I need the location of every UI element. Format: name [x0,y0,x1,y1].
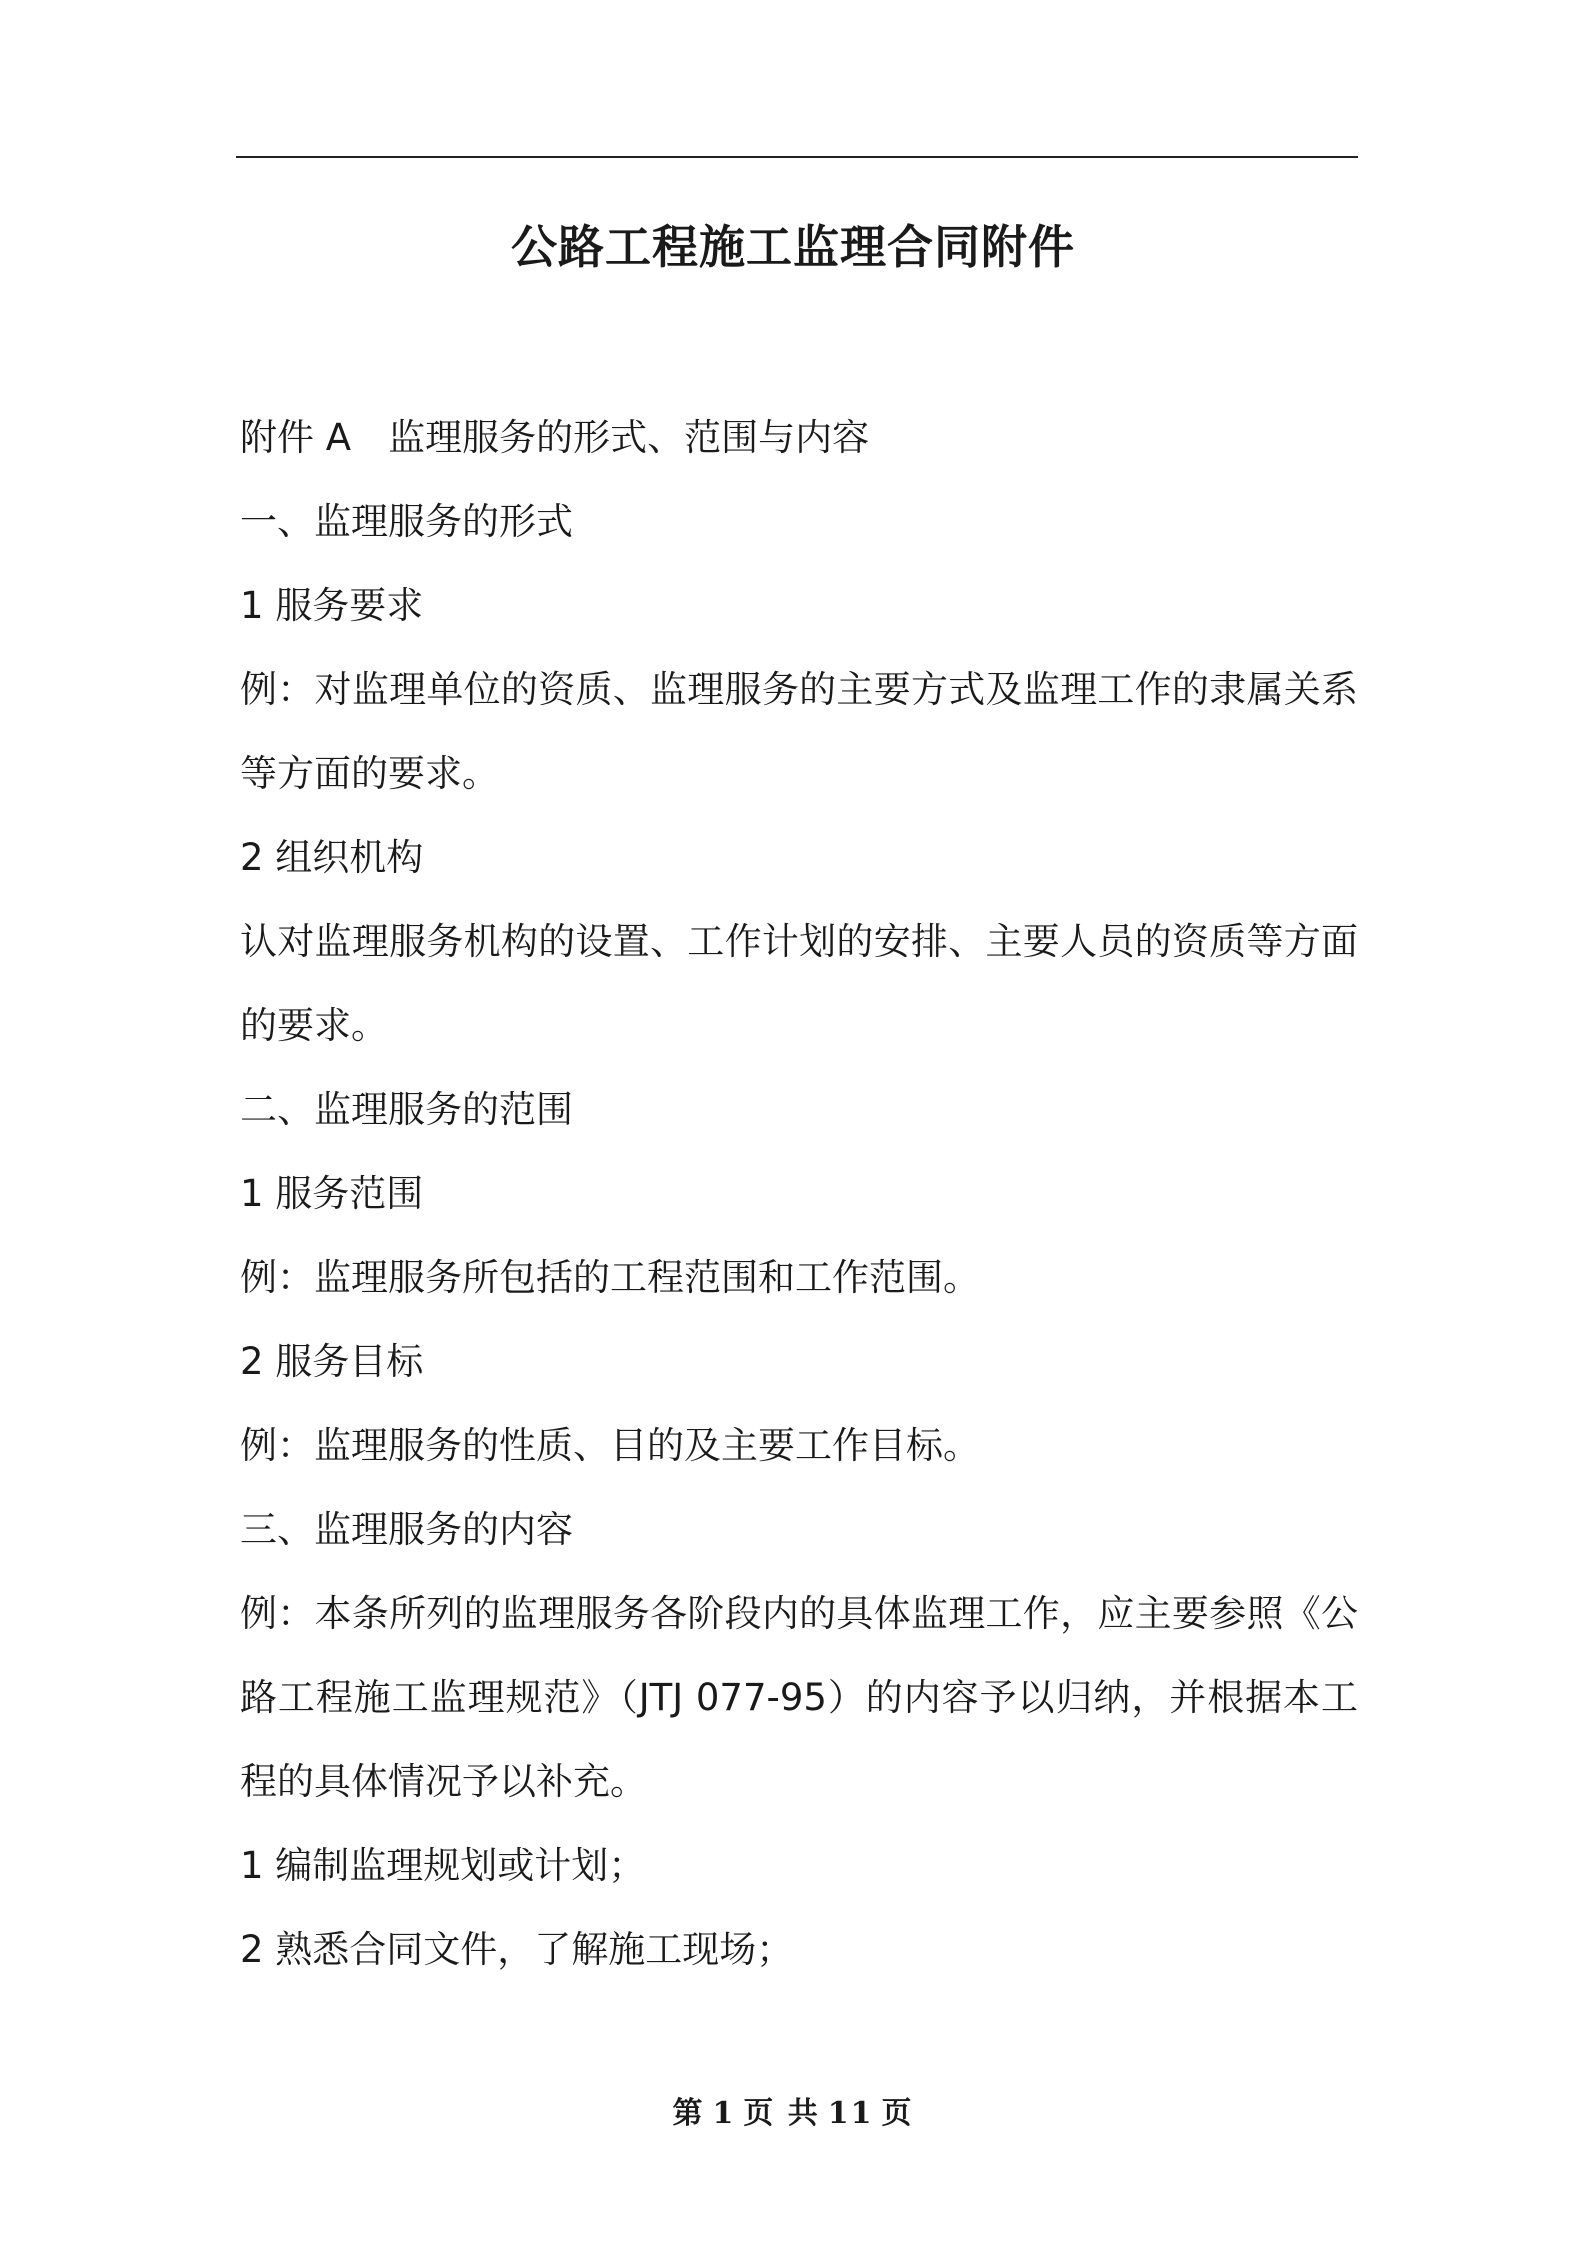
paragraph-content: 例：本条所列的监理服务各阶段内的具体监理工作，应主要参照《公路工程施工监理规范》（JTJ 077-95）的内容予以归纳，并根据本工程的具体情况予以补充。 [240,1592,1358,1803]
annex-heading: 附件 A 监理服务的形式、范围与内容 [240,416,870,459]
footer-middle: 页 共 [743,2096,820,2131]
section-heading-form: 一、监理服务的形式 [240,500,573,543]
subheading-service-requirements: 1 服务要求 [240,584,424,627]
list-item-plan: 1 编制监理规划或计划； [240,1844,646,1887]
section-heading-scope: 二、监理服务的范围 [240,1088,573,1131]
header-rule [236,156,1358,158]
document-body [240,396,1358,1992]
total-pages: 11 [827,2096,874,2131]
page-number: 1 [712,2096,736,2131]
paragraph-organization: 认对监理服务机构的设置、工作计划的安排、主要人员的资质等方面的要求。 [240,920,1358,1047]
subheading-service-goals: 2 服务目标 [240,1340,424,1383]
footer-suffix: 页 [881,2096,914,2131]
subheading-service-scope: 1 服务范围 [240,1172,424,1215]
document-title: 公路工程施工监理合同附件 [511,220,1075,274]
page-footer [0,2092,1586,2136]
paragraph-service-goals: 例：监理服务的性质、目的及主要工作目标。 [240,1424,980,1467]
subheading-organization: 2 组织机构 [240,836,424,879]
section-heading-content: 三、监理服务的内容 [240,1508,573,1551]
list-item-contract: 2 熟悉合同文件，了解施工现场； [240,1928,794,1971]
footer-prefix: 第 [672,2096,705,2131]
paragraph-service-scope: 例：监理服务所包括的工程范围和工作范围。 [240,1256,980,1299]
paragraph-service-requirements: 例：对监理单位的资质、监理服务的主要方式及监理工作的隶属关系等方面的要求。 [240,668,1358,795]
